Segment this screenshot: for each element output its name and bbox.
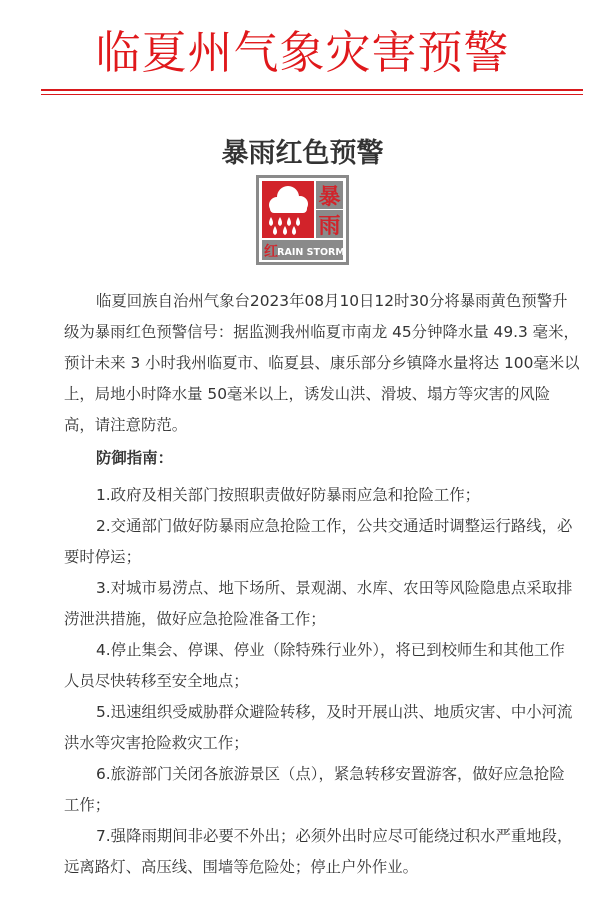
masthead-divider (41, 89, 583, 91)
guide-item: 7.强降雨期间非必要不外出；必须外出时应尽可能绕过积水严重地段，远离路灯、高压线、围墙等危险处；停止户外作业。 (64, 827, 573, 876)
guide-item: 4.停止集会、停课、停业（除特殊行业外），将已到校师生和其他工作人员尽快转移至安全地点； (64, 641, 565, 690)
guide-heading: 防御指南： (96, 449, 173, 467)
guide-item: 6.旅游部门关闭各旅游景区（点），紧急转移安置游客，做好应急抢险工作； (64, 765, 565, 814)
icon-text-top: 暴 (318, 185, 341, 210)
icon-text-bottom: 雨 (318, 214, 341, 239)
guide-item: 5.迅速组织受威胁群众避险转移，及时开展山洪、地质灾害、中小河流洪水等灾害抢险救灾工作； (64, 703, 573, 752)
icon-level-text: 红 (264, 244, 278, 260)
guide-item: 1.政府及相关部门按照职责做好防暴雨应急和抢险工作； (96, 486, 481, 504)
masthead-title: 临夏州气象灾害预警 (95, 26, 510, 79)
masthead-divider-thin (41, 94, 583, 95)
guide-item: 3.对城市易涝点、地下场所、景观湖、水库、农田等风险隐患点采取排涝泄洪措施，做好应急抢险准备工作； (64, 579, 573, 628)
warning-body: 临夏回族自治州气象台2023年08月10日12时30分将暴雨黄色预警升级为暴雨红色预警信号：据监测我州临夏市南龙 45分钟降水量 49.3 毫米，预计未来 3 小时我州临夏市、临夏县、康乐部分乡镇降水量将达 100毫米以上，局地小时降水量 50毫米以上，诱发山洪、滑坡、塌方等灾害的风险高，请注意防范。 (64, 292, 580, 434)
page-title: 暴雨红色预警 (221, 138, 384, 169)
guide-item: 2.交通部门做好防暴雨应急抢险工作，公共交通适时调整运行路线，必要时停运； (64, 517, 573, 566)
icon-english-text: RAIN STORM (277, 247, 345, 258)
warning-content (64, 286, 580, 883)
rainstorm-red-warning-icon (256, 175, 349, 265)
